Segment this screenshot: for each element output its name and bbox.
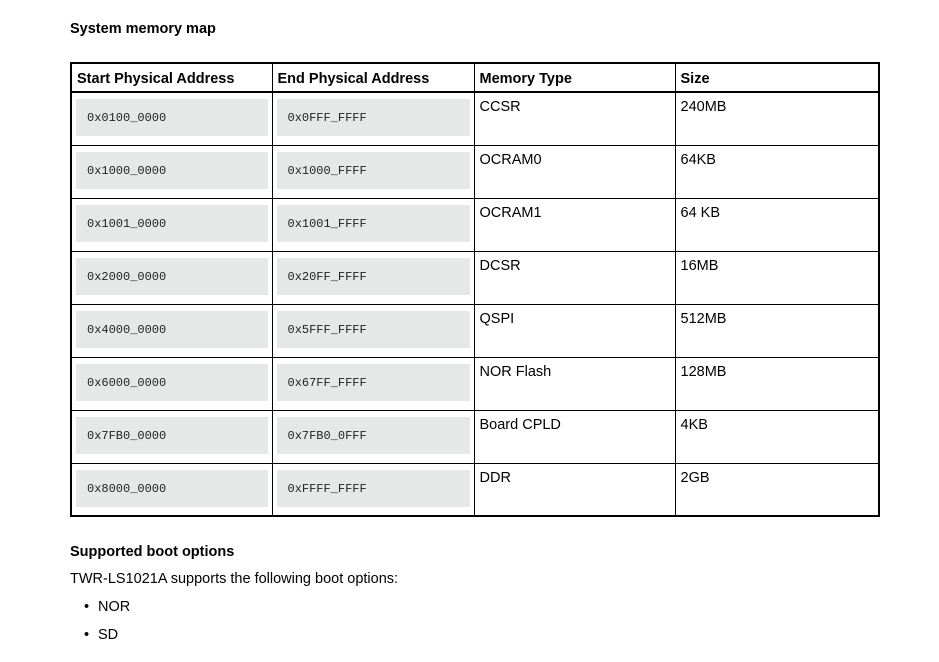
table-header-row [71,63,879,92]
start-address-code: 0x2000_0000 [76,258,268,295]
bullet-icon: • [84,599,90,615]
start-address-code: 0x8000_0000 [76,470,268,507]
end-address-cell [272,145,474,198]
boot-options-intro: TWR-LS1021A supports the following boot options: [70,571,399,587]
start-address-cell [71,304,272,357]
table-row [71,92,879,145]
size-cell: 2GB [675,463,879,516]
start-address-code: 0x1001_0000 [76,205,268,242]
memory-type-cell: OCRAM1 [474,198,675,251]
start-address-cell [71,145,272,198]
end-address-code: 0xFFFF_FFFF [277,470,470,507]
memory-type-cell: DDR [474,463,675,516]
end-address-cell [272,410,474,463]
end-address-cell [272,357,474,410]
size-cell: 240MB [675,92,879,145]
end-address-cell [272,304,474,357]
end-address-code: 0x7FB0_0FFF [277,417,470,454]
end-address-cell [272,251,474,304]
table-row [71,463,879,516]
table-row [71,304,879,357]
start-address-code: 0x1000_0000 [76,152,268,189]
end-address-cell [272,198,474,251]
end-address-code: 0x67FF_FFFF [277,364,470,401]
start-address-cell [71,92,272,145]
end-address-code: 0x20FF_FFFF [277,258,470,295]
size-cell: 64 KB [675,198,879,251]
header-end-address: End Physical Address [272,63,474,92]
end-address-code: 0x0FFF_FFFF [277,99,470,136]
memory-type-cell: QSPI [474,304,675,357]
end-address-code: 0x1000_FFFF [277,152,470,189]
size-cell: 4KB [675,410,879,463]
start-address-code: 0x4000_0000 [76,311,268,348]
memory-type-cell: DCSR [474,251,675,304]
boot-options-list [70,599,130,655]
start-address-code: 0x0100_0000 [76,99,268,136]
memory-type-cell: OCRAM0 [474,145,675,198]
size-cell: 64KB [675,145,879,198]
list-item [70,599,130,627]
table-row [71,251,879,304]
end-address-cell [272,92,474,145]
memory-map-heading: System memory map [70,21,216,37]
size-cell: 128MB [675,357,879,410]
list-item-label: SD [98,627,119,643]
boot-options-heading: Supported boot options [70,544,235,560]
start-address-cell [71,198,272,251]
start-address-cell [71,357,272,410]
end-address-cell [272,463,474,516]
size-cell: 16MB [675,251,879,304]
table-row [71,357,879,410]
bullet-icon: • [84,627,90,643]
list-item [70,627,130,655]
table-row [71,410,879,463]
start-address-code: 0x6000_0000 [76,364,268,401]
memory-type-cell: CCSR [474,92,675,145]
header-size: Size [675,63,879,92]
table-row [71,198,879,251]
table-row [71,145,879,198]
start-address-cell [71,410,272,463]
end-address-code: 0x1001_FFFF [277,205,470,242]
end-address-code: 0x5FFF_FFFF [277,311,470,348]
header-memory-type: Memory Type [474,63,675,92]
memory-type-cell: Board CPLD [474,410,675,463]
size-cell: 512MB [675,304,879,357]
start-address-cell [71,251,272,304]
memory-type-cell: NOR Flash [474,357,675,410]
header-start-address: Start Physical Address [71,63,272,92]
list-item-label: NOR [98,599,131,615]
memory-map-table [70,62,880,517]
start-address-code: 0x7FB0_0000 [76,417,268,454]
start-address-cell [71,463,272,516]
